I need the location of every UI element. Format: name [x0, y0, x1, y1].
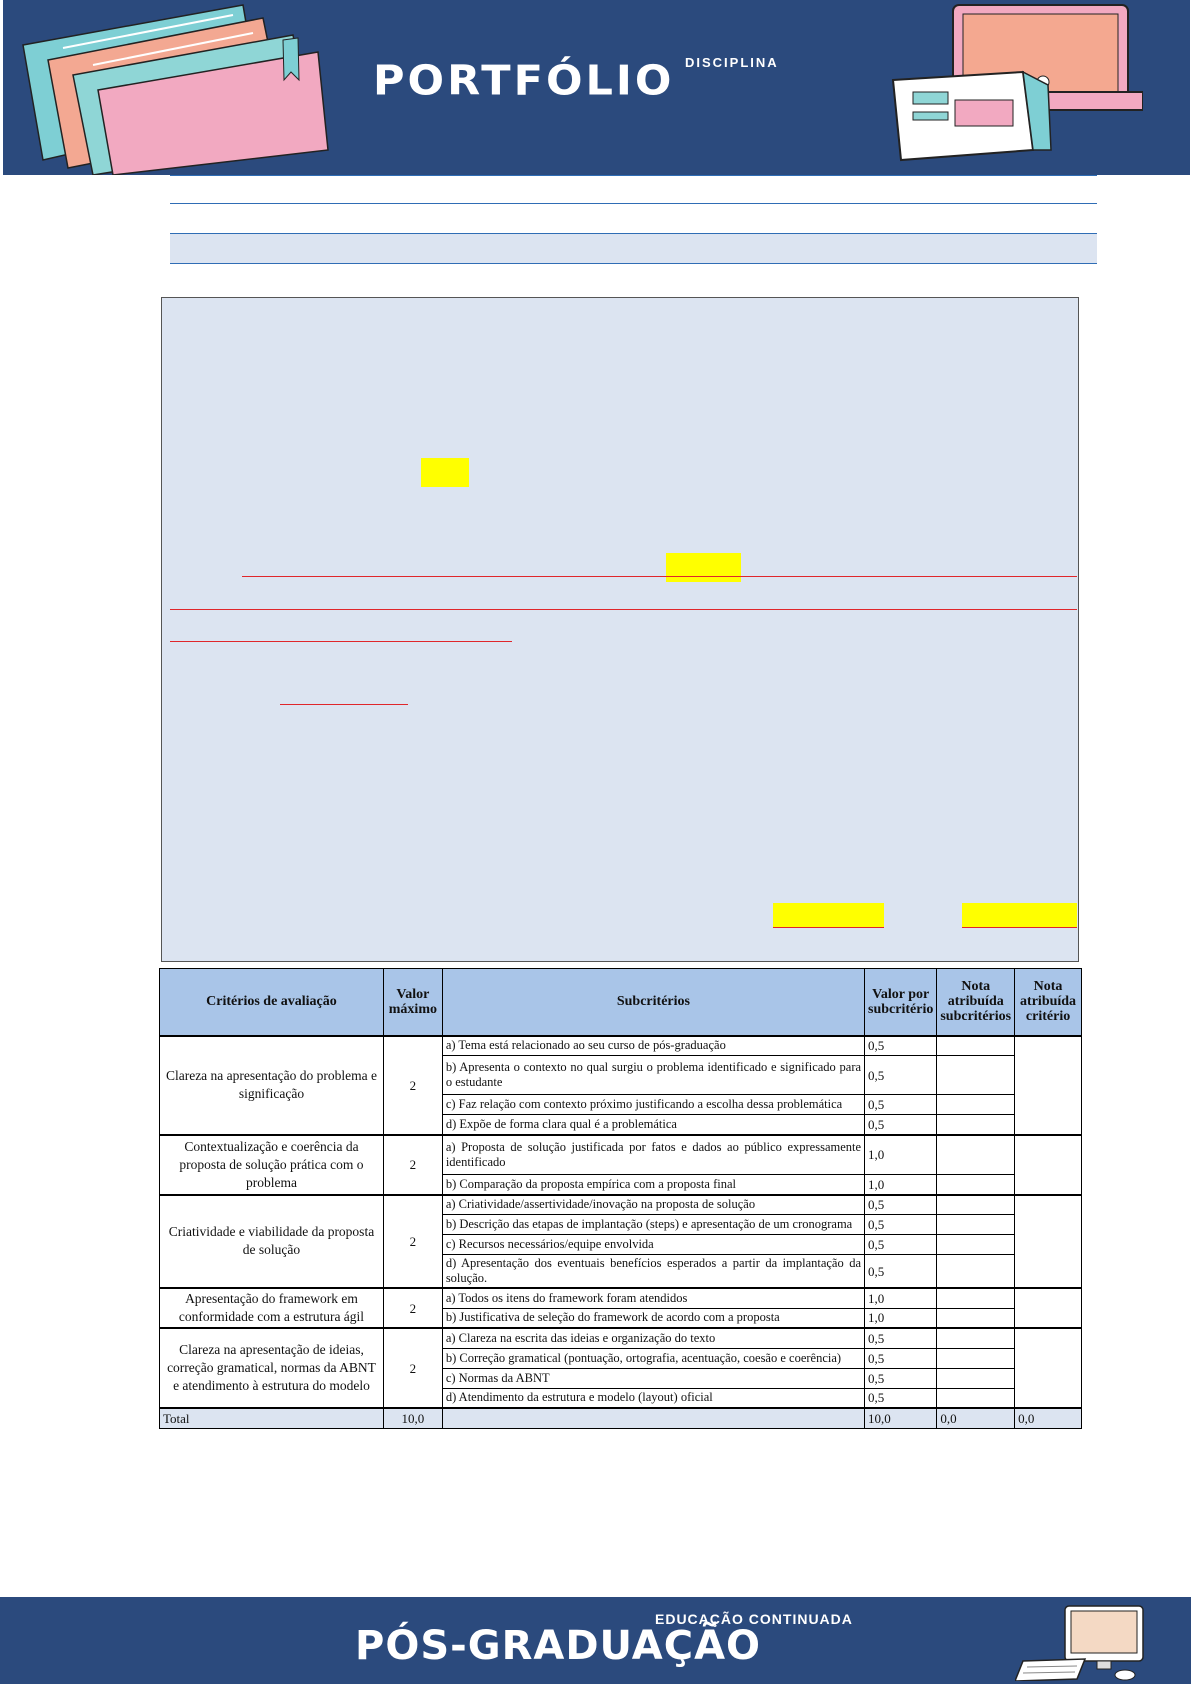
table-row [160, 1328, 1082, 1348]
criterion-cell: Clareza na apresentação de ideias, correção gramatical, normas da ABNT e atendimento à estrutura do modelo [160, 1328, 384, 1408]
underline-rule [170, 609, 1077, 610]
header-banner [3, 0, 1190, 175]
sub-value-cell: 0,5 [865, 1215, 937, 1235]
subcriterion-cell: c) Normas da ABNT [442, 1368, 864, 1388]
header-max-value: Valor máximo [383, 969, 442, 1036]
table-row [160, 1195, 1082, 1215]
subcriterion-cell: a) Todos os itens do framework foram atendidos [442, 1288, 864, 1308]
max-value-cell: 2 [383, 1288, 442, 1328]
underline-rule [242, 576, 1077, 577]
max-value-cell: 2 [383, 1036, 442, 1135]
grade-sub-cell[interactable] [937, 1388, 1015, 1408]
sub-value-cell: 1,0 [865, 1288, 937, 1308]
table-row [160, 1036, 1082, 1056]
subcriterion-cell: b) Apresenta o contexto no qual surgiu o problema identificado e significado para o estudante [442, 1056, 864, 1095]
subcriterion-cell: a) Clareza na escrita das ideias e organização do texto [442, 1328, 864, 1348]
grade-crit-cell[interactable] [1015, 1195, 1082, 1289]
total-row [160, 1408, 1082, 1428]
sub-value-cell: 0,5 [865, 1388, 937, 1408]
total-empty-cell [442, 1408, 864, 1428]
grade-crit-cell[interactable] [1015, 1328, 1082, 1408]
total-grade-crit: 0,0 [1015, 1408, 1082, 1428]
evaluation-rubric-table [159, 968, 1082, 1429]
header-value-per-sub: Valor por subcritério [865, 969, 937, 1036]
max-value-cell: 2 [383, 1328, 442, 1408]
table-row [160, 1135, 1082, 1175]
subcriterion-cell: c) Faz relação com contexto próximo justificando a escolha dessa problemática [442, 1095, 864, 1115]
sub-value-cell: 0,5 [865, 1328, 937, 1348]
underline-rule [170, 641, 512, 642]
highlight-mark [666, 553, 741, 582]
grade-sub-cell[interactable] [937, 1175, 1015, 1195]
grade-sub-cell[interactable] [937, 1115, 1015, 1135]
highlight-mark [773, 903, 884, 927]
grade-sub-cell[interactable] [937, 1095, 1015, 1115]
sub-value-cell: 0,5 [865, 1195, 937, 1215]
grade-sub-cell[interactable] [937, 1056, 1015, 1095]
underline-rule [773, 927, 884, 928]
grade-crit-cell[interactable] [1015, 1135, 1082, 1195]
grade-sub-cell[interactable] [937, 1255, 1015, 1289]
sub-value-cell: 1,0 [865, 1308, 937, 1328]
subcriterion-cell: b) Comparação da proposta empírica com a proposta final [442, 1175, 864, 1195]
computer-illustration [883, 0, 1143, 175]
max-value-cell: 2 [383, 1195, 442, 1289]
subcriterion-cell: a) Proposta de solução justificada por fatos e dados ao público expressamente identificado [442, 1135, 864, 1175]
header-grade-crit: Nota atribuída critério [1015, 969, 1082, 1036]
grade-sub-cell[interactable] [937, 1235, 1015, 1255]
header-rule-middle [170, 203, 1097, 204]
computer-icon [1015, 1601, 1155, 1681]
folders-illustration [3, 0, 333, 175]
sub-value-cell: 0,5 [865, 1368, 937, 1388]
criterion-cell: Criatividade e viabilidade da proposta de solução [160, 1195, 384, 1289]
highlight-mark [421, 458, 469, 487]
grade-sub-cell[interactable] [937, 1368, 1015, 1388]
grade-sub-cell[interactable] [937, 1135, 1015, 1175]
subcriterion-cell: a) Criatividade/assertividade/inovação na proposta de solução [442, 1195, 864, 1215]
criterion-cell: Clareza na apresentação do problema e significação [160, 1036, 384, 1135]
subcriterion-cell: a) Tema está relacionado ao seu curso de pós-graduação [442, 1036, 864, 1056]
footer-title: PÓS-GRADUAÇÃO [355, 1623, 762, 1669]
header-criteria: Critérios de avaliação [160, 969, 384, 1036]
footer-subtitle: EDUCAÇÃO CONTINUADA [655, 1611, 853, 1627]
highlight-mark [962, 903, 1077, 927]
total-max: 10,0 [383, 1408, 442, 1428]
subcriterion-cell: d) Expõe de forma clara qual é a problemática [442, 1115, 864, 1135]
sub-value-cell: 1,0 [865, 1135, 937, 1175]
grade-sub-cell[interactable] [937, 1215, 1015, 1235]
grade-sub-cell[interactable] [937, 1328, 1015, 1348]
max-value-cell: 2 [383, 1135, 442, 1195]
grade-sub-cell[interactable] [937, 1308, 1015, 1328]
table-row [160, 1288, 1082, 1308]
header-field-box [170, 233, 1097, 264]
subcriterion-cell: b) Justificativa de seleção do framework de acordo com a proposta [442, 1308, 864, 1328]
sub-value-cell: 0,5 [865, 1095, 937, 1115]
grade-crit-cell[interactable] [1015, 1288, 1082, 1328]
sub-value-cell: 0,5 [865, 1348, 937, 1368]
grade-sub-cell[interactable] [937, 1288, 1015, 1308]
total-label: Total [160, 1408, 384, 1428]
sub-value-cell: 0,5 [865, 1056, 937, 1095]
grade-sub-cell[interactable] [937, 1036, 1015, 1056]
subcriterion-cell: b) Descrição das etapas de implantação (steps) e apresentação de um cronograma [442, 1215, 864, 1235]
subcriterion-cell: b) Correção gramatical (pontuação, ortografia, acentuação, coesão e coerência) [442, 1348, 864, 1368]
subcriterion-cell: c) Recursos necessários/equipe envolvida [442, 1235, 864, 1255]
footer-banner [0, 1597, 1191, 1684]
sub-value-cell: 0,5 [865, 1255, 937, 1289]
header-grade-sub: Nota atribuída subcritérios [937, 969, 1015, 1036]
discipline-label: DISCIPLINA [685, 55, 779, 70]
sub-value-cell: 0,5 [865, 1115, 937, 1135]
criterion-cell: Contextualização e coerência da proposta de solução prática com o problema [160, 1135, 384, 1195]
sub-value-cell: 0,5 [865, 1036, 937, 1056]
header-rule-top [170, 175, 1097, 176]
page-title: PORTFÓLIO [373, 57, 675, 105]
header-subcriteria: Subcritérios [442, 969, 864, 1036]
subcriterion-cell: d) Apresentação dos eventuais benefícios esperados a partir da implantação da solução. [442, 1255, 864, 1289]
grade-sub-cell[interactable] [937, 1195, 1015, 1215]
content-area [161, 297, 1079, 962]
subcriterion-cell: d) Atendimento da estrutura e modelo (layout) oficial [442, 1388, 864, 1408]
total-grade-sub: 0,0 [937, 1408, 1015, 1428]
total-value: 10,0 [865, 1408, 937, 1428]
grade-crit-cell[interactable] [1015, 1036, 1082, 1135]
underline-rule [962, 927, 1077, 928]
grade-sub-cell[interactable] [937, 1348, 1015, 1368]
sub-value-cell: 0,5 [865, 1235, 937, 1255]
criterion-cell: Apresentação do framework em conformidade com a estrutura ágil [160, 1288, 384, 1328]
sub-value-cell: 1,0 [865, 1175, 937, 1195]
underline-rule [280, 704, 408, 705]
